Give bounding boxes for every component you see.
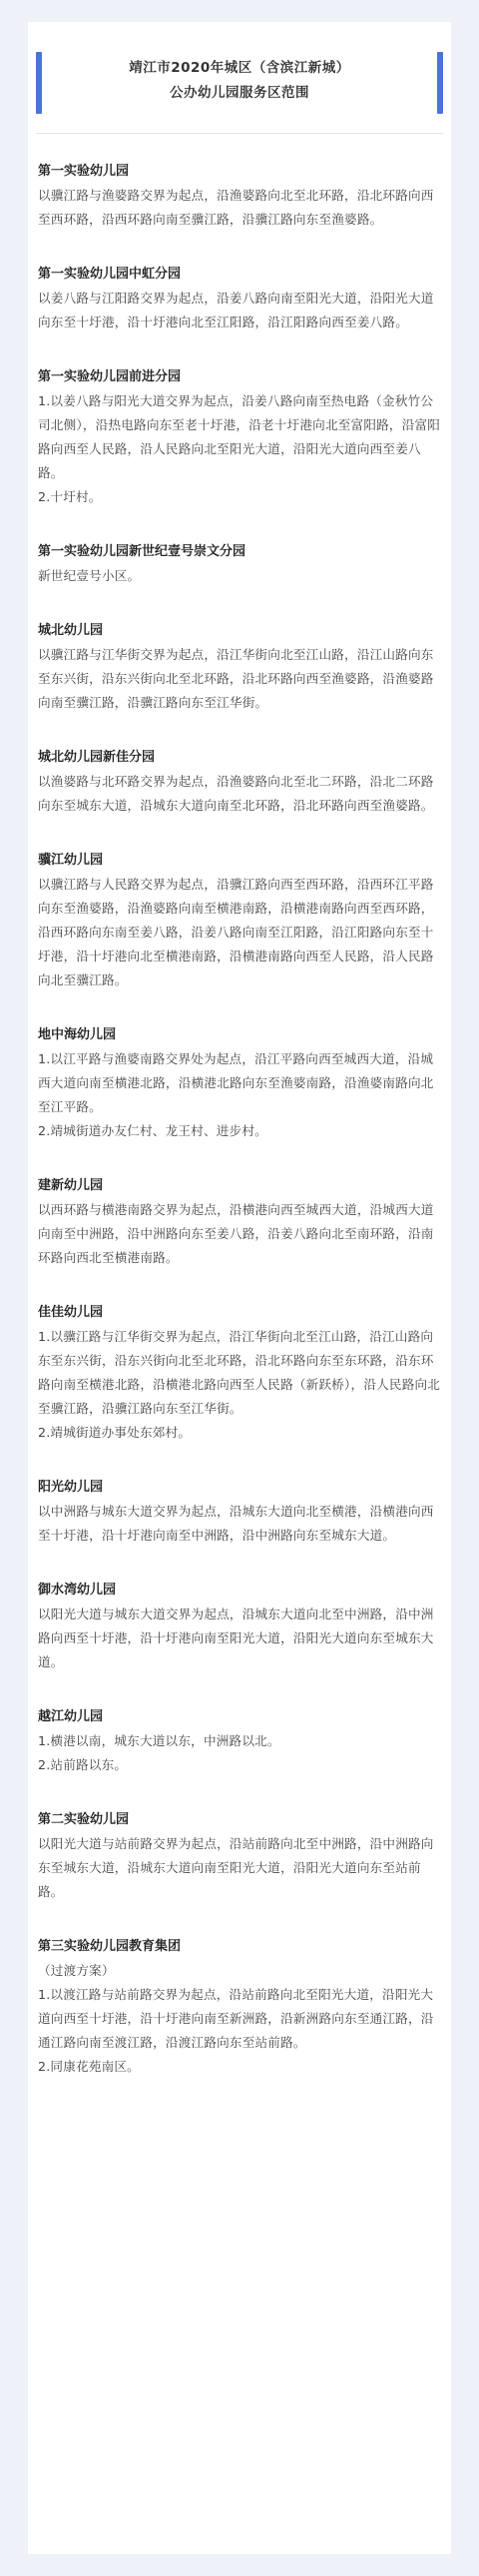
kindergarten-name: 建新幼儿园 [38,1178,104,1193]
service-area-text: 1.以姜八路与阳光大道交界为起点，沿姜八路向南至热电路（金秋竹公司北侧），沿热电路向东至老十圩港，沿老十圩港向北至富阳路，沿富阳路向西至人民路，沿人民路向北至阳光大道，沿阳光大道向西至姜八路。 [38,393,441,480]
kindergarten-entry [38,263,441,334]
kindergarten-entry [38,849,441,992]
service-area-text: 以骥江路与人民路交界为起点，沿骥江路向西至西环路，沿西环江平路向东至渔婆路，沿渔婆路向南至横港南路，沿横港南路向西至西环路，沿西环路向东南至姜八路，沿姜八路向南至江阳路，沿江阳路向东至十圩港，沿十圩港向北至横港南路，沿横港南路向西至人民路，沿人民路向北至骥江路。 [38,877,434,987]
service-area-text: 2.站前路以东。 [38,1757,128,1772]
service-area-text: 2.靖城街道办事处东郊村。 [38,1425,192,1440]
kindergarten-name: 越江幼儿园 [38,1709,104,1724]
kindergarten-name: 第一实验幼儿园中虹分园 [38,267,182,282]
kindergarten-entry [38,1705,441,1777]
service-area-text: 2.十圩村。 [38,489,102,504]
service-area-text: 以姜八路与江阳路交界为起点，沿姜八路向南至阳光大道，沿阳光大道向东至十圩港，沿十圩港向北至江阳路，沿江阳路向西至姜八路。 [38,291,434,329]
kindergarten-entry [38,1301,441,1445]
header-accent-bar-right [437,52,443,114]
kindergarten-name: 阳光幼儿园 [38,1480,104,1495]
kindergarten-name: 城北幼儿园新佳分园 [38,750,156,765]
kindergarten-entry [38,1023,441,1143]
service-area-text: 2.靖城街道办友仁村、龙王村、进步村。 [38,1123,267,1138]
kindergarten-name: 第一实验幼儿园新世纪壹号崇文分园 [38,544,246,559]
kindergarten-name: 御水湾幼儿园 [38,1583,117,1598]
service-area-text: 2.同康花苑南区。 [38,2059,140,2074]
header-box [36,52,443,134]
service-area-text: （过渡方案） [38,1963,115,1978]
kindergarten-entry [38,1935,441,2079]
kindergarten-entry [38,1808,441,1904]
kindergarten-entry [38,619,441,715]
service-area-text: 以骥江路与江华街交界为起点，沿江华街向北至江山路，沿江山路向东至东兴街，沿东兴街向北至北环路，沿北环路向西至渔婆路，沿渔婆路向南至骥江路，沿骥江路向东至江华街。 [38,647,434,710]
service-area-text: 1.横港以南，城东大道以东，中洲路以北。 [38,1733,280,1748]
kindergarten-name: 第一实验幼儿园 [38,164,130,179]
service-area-text: 新世纪壹号小区。 [38,568,141,583]
content-list [28,134,451,2079]
service-area-text: 1.以江平路与渔婆南路交界处为起点，沿江平路向西至城西大道，沿城西大道向南至横港北路，沿横港北路向东至渔婆南路，沿渔婆南路向北至江平路。 [38,1051,434,1114]
service-area-text: 以骥江路与渔婆路交界为起点，沿渔婆路向北至北环路，沿北环路向西至西环路，沿西环路向南至骥江路，沿骥江路向东至渔婆路。 [38,188,434,227]
kindergarten-name: 骥江幼儿园 [38,853,104,868]
service-area-text: 以阳光大道与城东大道交界为起点，沿城东大道向北至中洲路，沿中洲路向西至十圩港，沿十圩港向南至阳光大道，沿阳光大道向东至城东大道。 [38,1607,434,1669]
kindergarten-name: 城北幼儿园 [38,623,104,638]
service-area-text: 1.以骥江路与江华街交界为起点，沿江华街向北至江山路，沿江山路向东至东兴街，沿东兴街向北至北环路，沿北环路向东至东环路，沿东环路向南至横港北路，沿横港北路向西至人民路（新跃桥），沿人民路向北至骥江路，沿骥江路向东至江华街。 [38,1329,441,1416]
header-accent-bar-left [36,52,42,114]
service-area-text: 以西环路与横港南路交界为起点，沿横港向西至城西大道，沿城西大道向南至中洲路，沿中洲路向东至姜八路，沿姜八路向北至南环路，沿南环路向西北至横港南路。 [38,1202,434,1265]
kindergarten-name: 第一实验幼儿园前进分园 [38,369,182,384]
kindergarten-entry [38,1174,441,1270]
page-title [36,52,443,106]
title-line-1: 靖江市2020年城区（含滨江新城） [129,60,350,76]
service-area-text: 以渔婆路与北环路交界为起点，沿渔婆路向北至北二环路，沿北二环路向东至城东大道，沿城东大道向南至北环路，沿北环路向西至渔婆路。 [38,774,434,813]
kindergarten-name: 地中海幼儿园 [38,1027,117,1042]
kindergarten-entry [38,746,441,818]
kindergarten-name: 佳佳幼儿园 [38,1305,104,1320]
service-area-text: 1.以渡江路与站前路交界为起点，沿站前路向北至阳光大道，沿阳光大道向西至十圩港，沿十圩港向南至新洲路，沿新洲路向东至通江路，沿通江路向南至渡江路，沿渡江路向东至站前路。 [38,1987,434,2050]
kindergarten-name: 第三实验幼儿园教育集团 [38,1939,182,1954]
kindergarten-entry [38,365,441,509]
kindergarten-entry [38,540,441,588]
service-area-text: 以阳光大道与站前路交界为起点，沿站前路向北至中洲路，沿中洲路向东至城东大道，沿城东大道向南至阳光大道，沿阳光大道向东至站前路。 [38,1836,434,1899]
kindergarten-entry [38,1476,441,1548]
kindergarten-name: 第二实验幼儿园 [38,1812,130,1827]
kindergarten-entry [38,160,441,232]
title-line-2: 公办幼儿园服务区范围 [170,85,309,101]
article-page [28,22,451,2554]
service-area-text: 以中洲路与城东大道交界为起点，沿城东大道向北至横港，沿横港向西至十圩港，沿十圩港向南至中洲路，沿中洲路向东至城东大道。 [38,1504,434,1543]
kindergarten-entry [38,1579,441,1674]
